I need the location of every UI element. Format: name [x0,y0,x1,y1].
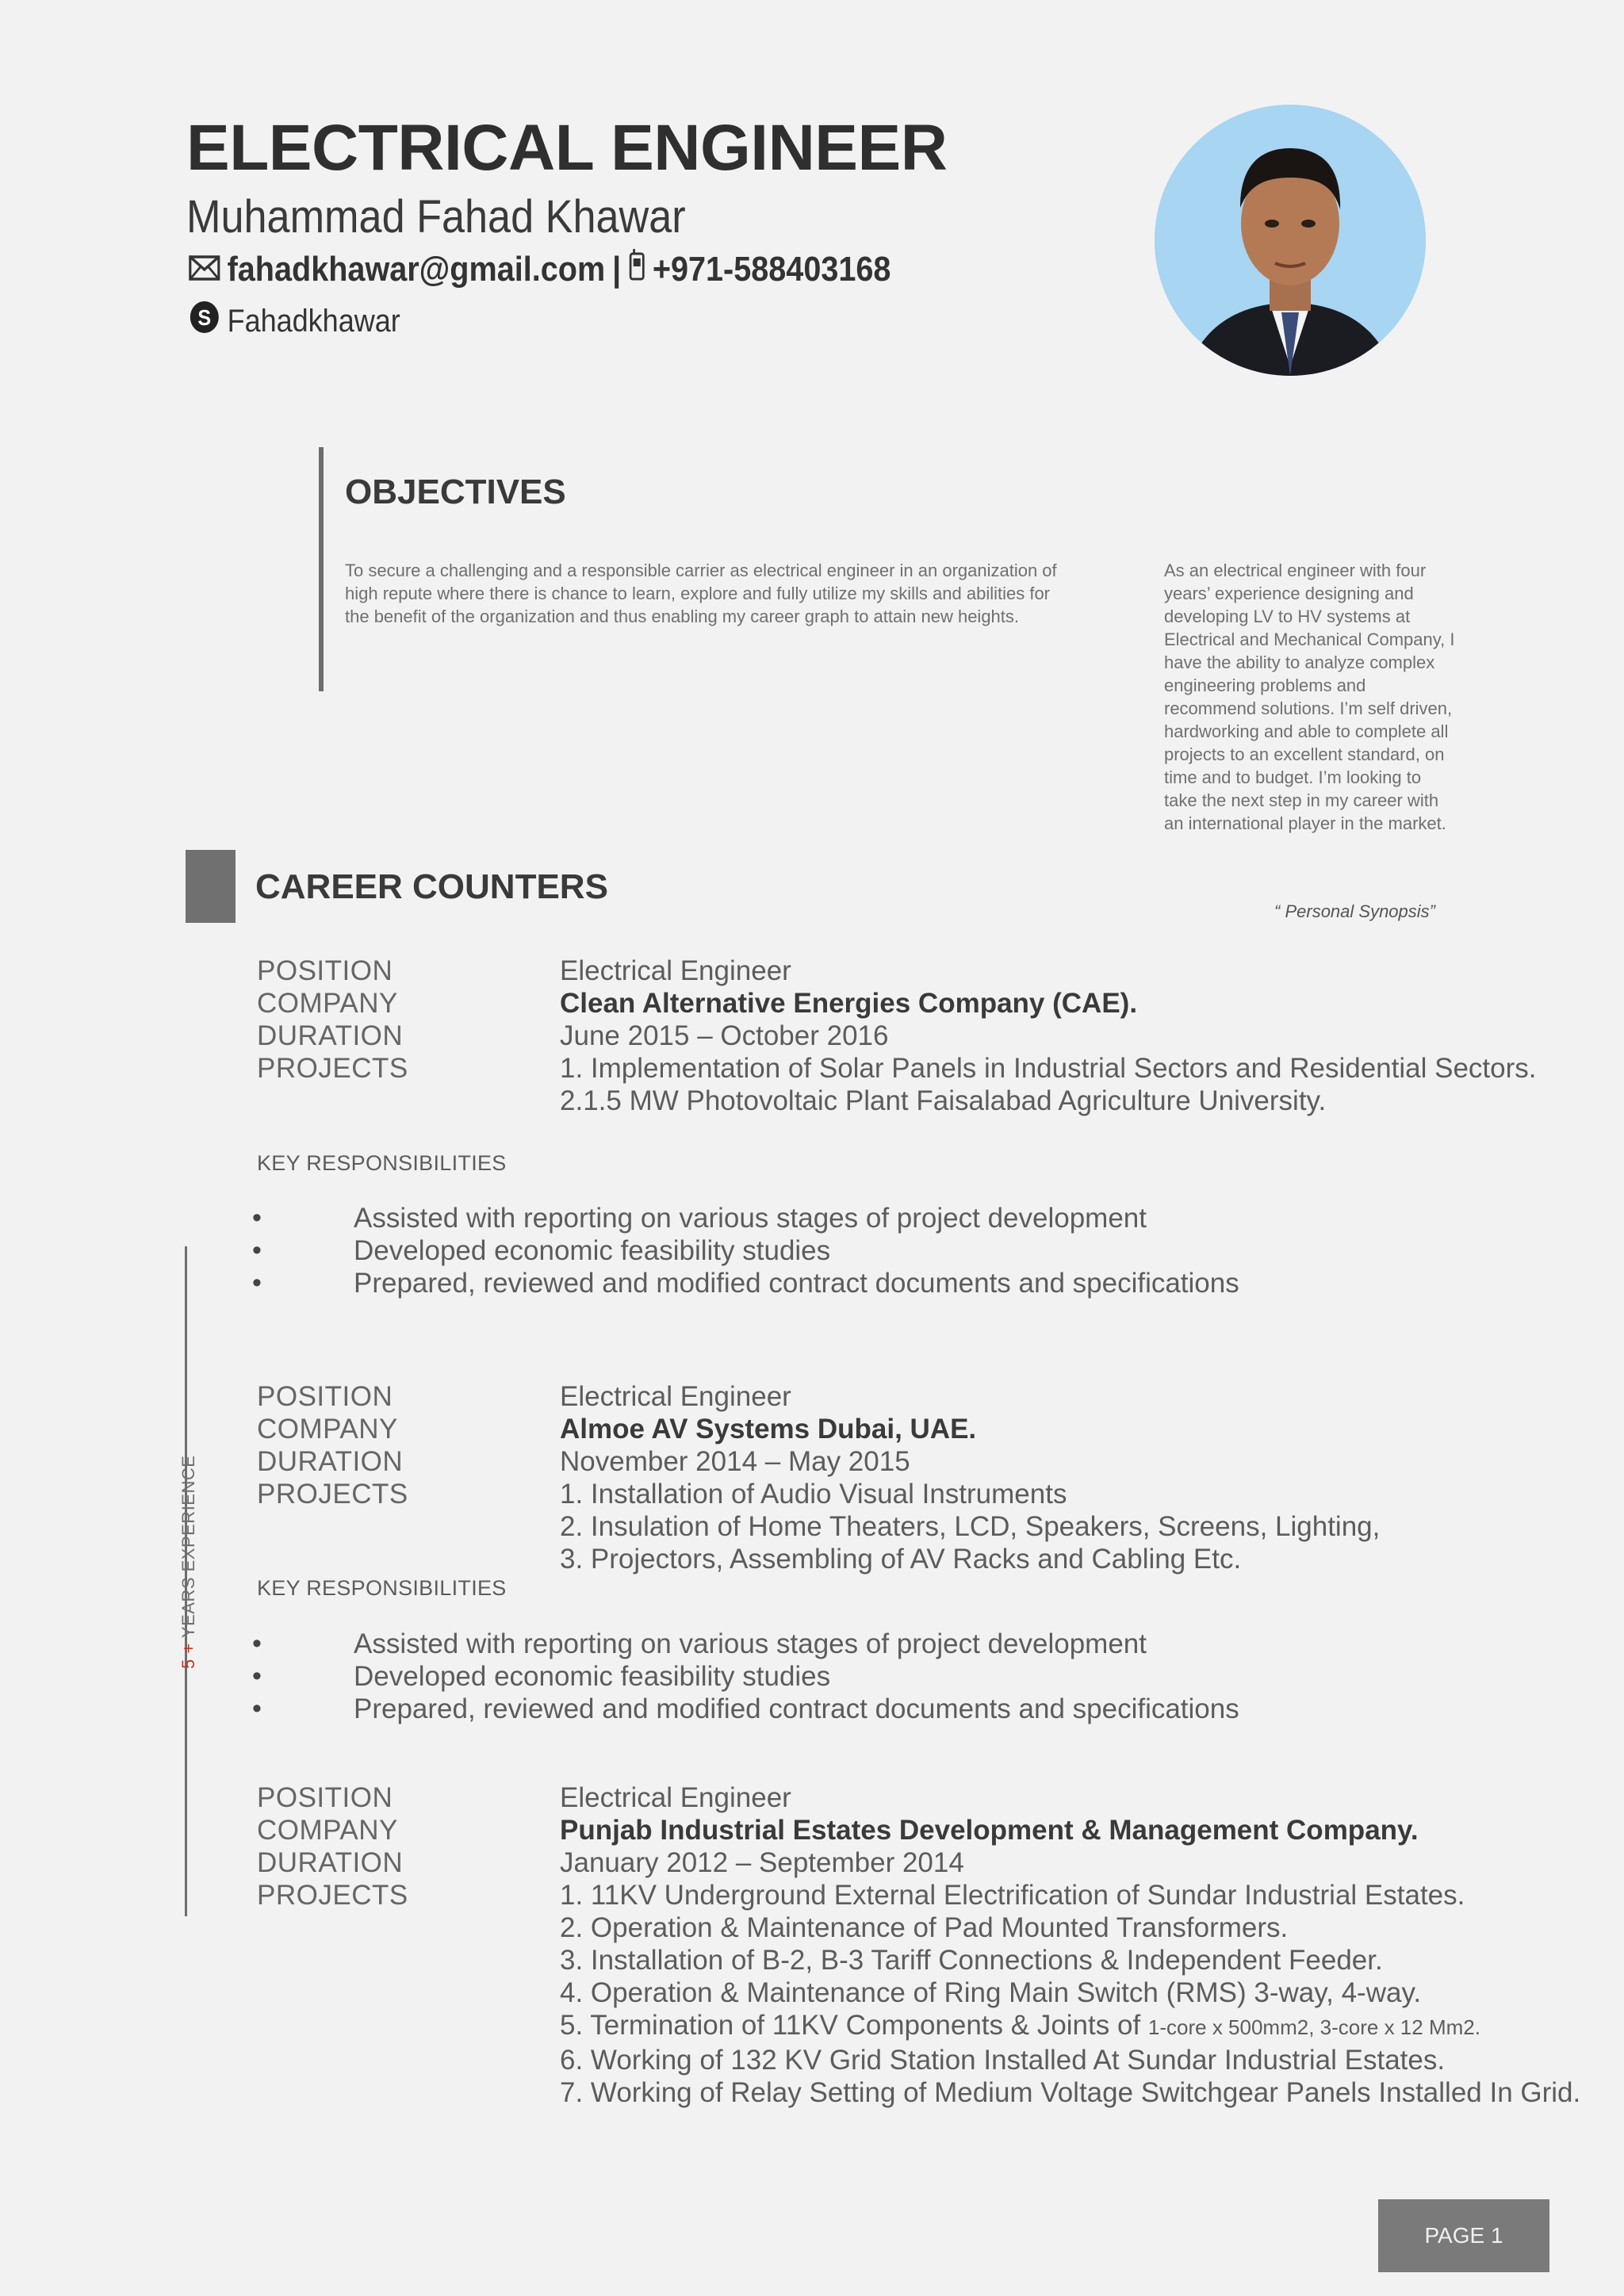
skype-handle[interactable]: Fahadkhawar [227,303,400,339]
project-item [257,2009,1605,2044]
responsibility-item: • Developed economic feasibility studies [252,1234,1442,1267]
mobile-phone-icon [628,249,645,289]
project-item: 1. Implementation of Solar Panels in Industrial Sectors and Residential Sectors. [560,1053,1537,1084]
position-label: POSITION [257,1782,393,1813]
position-label: POSITION [257,1381,393,1412]
project-item: 7. Working of Relay Setting of Medium Voltage Switchgear Panels Installed In Grid. [560,2077,1581,2108]
company-value: Clean Alternative Energies Company (CAE). [560,988,1138,1019]
duration-label: DURATION [257,1020,404,1051]
job-entry [257,1781,1605,2109]
job-entry [257,955,1605,1117]
duration-value: January 2012 – September 2014 [560,1847,964,1878]
project-item: 3. Installation of B-2, B-3 Tariff Connections & Independent Feeder. [560,1945,1383,1976]
responsibility-item: • Assisted with reporting on various stages of project development [252,1628,1442,1660]
projects-label: PROJECTS [257,1880,408,1911]
project-item: 2. Operation & Maintenance of Pad Mounted Transformers. [560,1912,1289,1943]
key-responsibilities-heading: KEY RESPONSIBILITIES [257,1151,507,1175]
company-label: COMPANY [257,1414,398,1445]
job-entry [257,1380,1605,1575]
position-value: Electrical Engineer [560,1381,791,1412]
responsibility-item: • Developed economic feasibility studies [252,1660,1442,1693]
experience-text: YEARS EXPERIENCE [178,1455,198,1639]
responsibilities-list [252,1202,1442,1299]
objectives-heading: OBJECTIVES [345,473,566,511]
page-number-badge: PAGE 1 [1378,2199,1549,2272]
responsibilities-list [252,1628,1442,1725]
duration-value: November 2014 – May 2015 [560,1446,910,1477]
skype-line [189,300,400,342]
company-label: COMPANY [257,988,398,1019]
project-item: 3. Projectors, Assembling of AV Racks and Cabling Etc. [560,1544,1242,1575]
experience-years: 5 + [178,1638,198,1669]
responsibility-item: • Prepared, reviewed and modified contract documents and specifications [252,1693,1442,1725]
responsibility-item: • Prepared, reviewed and modified contract documents and specifications [252,1267,1442,1299]
skype-icon [189,300,220,342]
email-link[interactable]: fahadkhawar@gmail.com [227,249,606,289]
project-item: 4. Operation & Maintenance of Ring Main Switch (RMS) 3-way, 4-way. [560,1977,1422,2008]
career-heading: CAREER COUNTERS [255,867,608,906]
phone-number[interactable]: +971-588403168 [652,249,891,289]
duration-label: DURATION [257,1446,404,1477]
contact-separator: | [612,249,622,289]
project-item-detail: 1-core x 500mm2, 3-core x 12 Mm2. [1147,2015,1480,2039]
contact-line [189,249,891,289]
projects-label: PROJECTS [257,1053,408,1084]
personal-synopsis-caption: “ Personal Synopsis” [1274,901,1435,921]
resume-title: ELECTRICAL ENGINEER [186,112,948,184]
position-value: Electrical Engineer [560,1782,791,1813]
project-item: 1. Installation of Audio Visual Instruments [560,1479,1067,1510]
company-label: COMPANY [257,1815,398,1846]
profile-photo [1155,105,1426,376]
candidate-name: Muhammad Fahad Khawar [186,191,686,243]
position-label: POSITION [257,955,393,986]
objectives-text: To secure a challenging and a responsible carrier as electrical engineer in an organization of high repute where there is chance to learn, explore and fully utilize my skills and abilities for the benefit of the organization and thus enabling my career graph to attain new heights. [345,561,1057,626]
project-item: 2. Insulation of Home Theaters, LCD, Speakers, Screens, Lighting, [560,1511,1381,1542]
duration-value: June 2015 – October 2016 [560,1020,889,1051]
project-item-text: 5. Termination of 11KV Components & Joints of [560,2010,1141,2041]
experience-vertical-label [178,1456,199,1669]
mail-icon [189,250,220,289]
project-item: 6. Working of 132 KV Grid Station Installed At Sundar Industrial Estates. [560,2045,1446,2076]
responsibility-item: • Assisted with reporting on various stages of project development [252,1202,1442,1234]
position-value: Electrical Engineer [560,955,791,986]
projects-label: PROJECTS [257,1479,408,1510]
company-value: Punjab Industrial Estates Development & Management Company. [560,1815,1419,1846]
key-responsibilities-heading: KEY RESPONSIBILITIES [257,1576,507,1600]
project-item: 2.1.5 MW Photovoltaic Plant Faisalabad Agriculture University. [560,1085,1327,1116]
project-item: 1. 11KV Underground External Electrification of Sundar Industrial Estates. [560,1880,1465,1911]
company-value: Almoe AV Systems Dubai, UAE. [560,1414,977,1445]
objectives-accent-bar [319,447,324,691]
svg-text:S: S [197,304,212,331]
personal-synopsis-text: As an electrical engineer with four years’ experience designing and developing LV to HV systems at Electrical and Mechanical Company, I have the ability to analyze complex engineering problems and recommend solutions. I’m self driven, hardworking and able to complete all projects to an excellent standard, on time and to budget. I’m looking to take the next step in my career with an international player in the market. [1164,561,1455,833]
career-accent-block [186,850,236,923]
duration-label: DURATION [257,1847,404,1878]
